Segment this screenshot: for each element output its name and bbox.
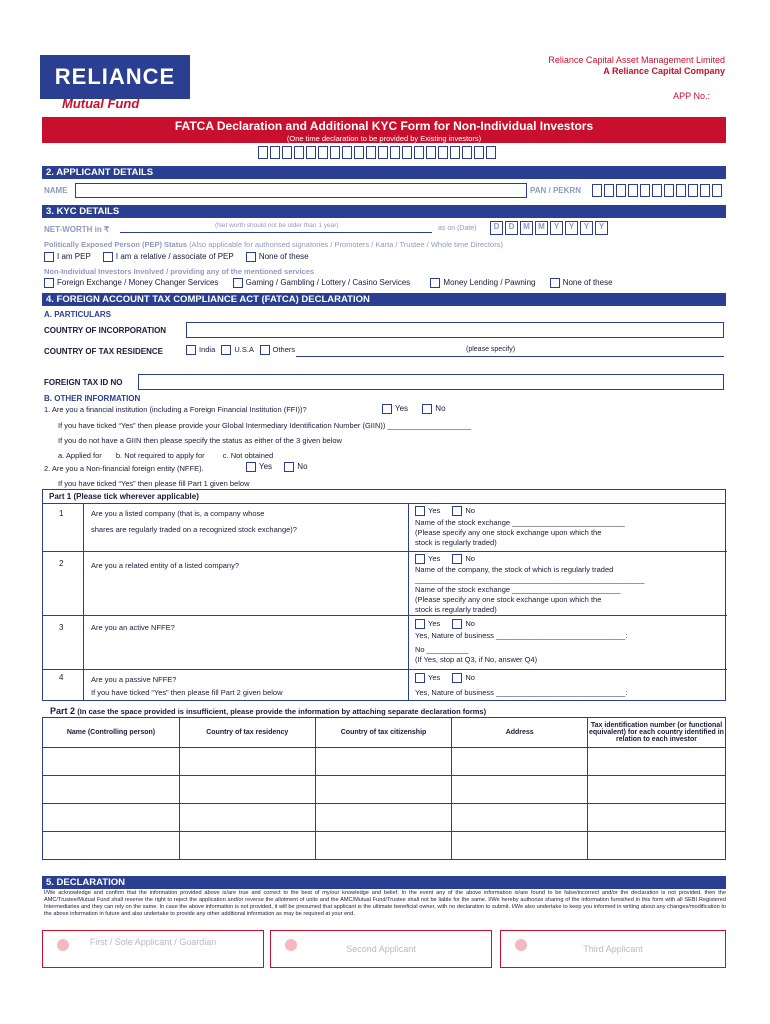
- part1-heading: Part 1 (Please tick wherever applicable): [43, 490, 725, 504]
- row2-yes[interactable]: Yes: [415, 554, 440, 563]
- col-citizenship: Country of tax citizenship: [315, 718, 452, 748]
- part2-heading: Part 2: [50, 706, 76, 716]
- giin-status-options: [58, 451, 273, 460]
- part1-row: 3 Are you an active NFFE? Yes No Yes, Nature of business _______________________________: No __________ (If Yes, stop at Q3, if No, answer Q4): [43, 615, 727, 670]
- q1-yes[interactable]: Yes: [382, 404, 408, 413]
- pan-label: PAN / PEKRN: [530, 186, 581, 195]
- service-options: [44, 278, 613, 288]
- pep-option-none[interactable]: None of these: [246, 252, 309, 261]
- sign-here-icon: [57, 939, 69, 951]
- service-forex[interactable]: Foreign Exchange / Money Changer Services: [44, 278, 218, 287]
- form-subtitle: (One time declaration to be provided by Existing investors): [286, 134, 482, 143]
- q1-options: [382, 404, 446, 414]
- brand-sub: Mutual Fund: [62, 96, 140, 111]
- giin-applied[interactable]: a. Applied for: [58, 451, 102, 460]
- pep-options: [44, 252, 309, 262]
- pep-row: [44, 240, 503, 249]
- pep-hint: (Also applicable for authorised signatories / Promoters / Karta / Trustee / Whole time Directors): [189, 240, 503, 249]
- app-no-label: APP No.:: [673, 91, 710, 101]
- col-residency: Country of tax residency: [179, 718, 315, 748]
- tax-option-india[interactable]: India: [186, 345, 215, 354]
- networth-label: NET-WORTH in ₹: [44, 225, 110, 234]
- declaration-heading: 5. DECLARATION: [42, 876, 726, 889]
- pep-option-relative[interactable]: I am a relative / associate of PEP: [103, 252, 234, 261]
- service-gaming[interactable]: Gaming / Gambling / Lottery / Casino Services: [233, 278, 411, 287]
- q1-text: 1. Are you a financial institution (including a Foreign Financial Institution (FFI))?: [44, 405, 307, 414]
- row3-yes[interactable]: Yes: [415, 619, 440, 628]
- q2-yes[interactable]: Yes: [246, 462, 272, 471]
- part2-heading-row: [50, 706, 486, 716]
- pep-label: Politically Exposed Person (PEP) Status: [44, 240, 187, 249]
- signature-second[interactable]: Second Applicant: [270, 930, 492, 968]
- col-address: Address: [452, 718, 588, 748]
- row2-no[interactable]: No: [452, 554, 475, 563]
- no-giin-text: If you do not have a GIIN then please specify the status as either of the 3 given below: [58, 436, 342, 445]
- others-specify-field[interactable]: [296, 356, 724, 357]
- tax-option-others[interactable]: Others: [260, 345, 296, 354]
- part1-row: 4 Are you a passive NFFE? If you have ticked “Yes” then please fill Part 2 given below Yes No Yes, Nature of business _______________________________:: [59, 673, 628, 697]
- applicant-heading: 2. APPLICANT DETAILS: [42, 166, 726, 179]
- part1-box: [42, 489, 726, 701]
- country-incorp-label: COUNTRY OF INCORPORATION: [44, 326, 167, 335]
- row4-yes[interactable]: Yes: [415, 673, 440, 682]
- signature-first[interactable]: First / Sole Applicant / Guardian: [42, 930, 264, 968]
- non-individual-label: Non-Individual Investors Involved / providing any of the mentioned services: [44, 267, 315, 276]
- title-band: [42, 117, 726, 143]
- company-name: Reliance Capital Asset Management Limited: [548, 55, 725, 65]
- networth-field[interactable]: [120, 232, 432, 233]
- part1-row: 2 Are you a related entity of a listed company? Yes No Name of the company, the stock of which is regularly traded _______________________________________________________ Name of the stock exchange __________________________ (Please specify any one stock exchange upon which the stock is regularly traded): [43, 551, 727, 616]
- reliance-logo: RELIANCE: [40, 55, 190, 99]
- col-tin: Tax identification number (or functional equivalent) for each country identified in relation to each investor: [587, 718, 725, 748]
- country-tax-label: COUNTRY OF TAX RESIDENCE: [44, 347, 163, 356]
- country-incorp-field[interactable]: [186, 322, 724, 338]
- foreign-tax-id-label: FOREIGN TAX ID NO: [44, 378, 123, 387]
- declaration-text: I/We acknowledge and confirm that the information provided above is/are true and correct to the best of my/our knowledge and belief. In the event any of the above information is/are found to be false/incorrect and/or the declaration is not provided, then the AMC/Trustee/Mutual Fund shall reserve the right to reject the application and/or reverse the allotment of units and the AMC/Mutual Fund/Trustee shall not be liable for the same. I/We hereby authorize sharing of the information furnished in this form with all SEBI Registered Intermediaries and they can rely on the same. In case the above information is not provided, it will be presumed that applicant is the ultimate beneficial owner, with no declaration to submit. I/We also undertake to keep you informed in writing about any changes/modification to the above information in future and also undertake to provide any other additional information as may be required at your end.: [44, 890, 726, 917]
- row1-yes[interactable]: Yes: [415, 506, 440, 515]
- part2-note: (In case the space provided is insufficient, please provide the information by attaching separate declaration forms): [77, 707, 487, 716]
- sign-here-icon: [285, 939, 297, 951]
- fill-part1-text: If you have ticked “Yes” then please fill Part 1 given below: [58, 479, 250, 488]
- foreign-tax-id-field[interactable]: [138, 374, 724, 390]
- folio-boxes[interactable]: [258, 146, 498, 159]
- row3-no[interactable]: No: [452, 619, 475, 628]
- row4-no[interactable]: No: [452, 673, 475, 682]
- networth-hint: (Net worth should not be older than 1 year): [215, 222, 339, 229]
- sign-here-icon: [515, 939, 527, 951]
- pan-boxes[interactable]: [592, 184, 724, 197]
- date-boxes[interactable]: D D M M Y Y Y Y: [490, 221, 610, 235]
- service-none[interactable]: None of these: [550, 278, 613, 287]
- form-title: FATCA Declaration and Additional KYC Form for Non-Individual Investors: [174, 119, 594, 133]
- q2-no[interactable]: No: [284, 462, 307, 471]
- pep-option-pep[interactable]: I am PEP: [44, 252, 91, 261]
- giin-text: If you have ticked “Yes” then please provide your Global Intermediary Identification Number (GIIN)) ____________________: [58, 421, 471, 430]
- q2-text: 2. Are you a Non-financial foreign entity (NFFE).: [44, 464, 204, 473]
- tax-option-usa[interactable]: U.S.A: [221, 345, 253, 354]
- table-row[interactable]: [43, 748, 726, 776]
- row1-no[interactable]: No: [452, 506, 475, 515]
- table-row[interactable]: [43, 776, 726, 804]
- fatca-heading: 4. FOREIGN ACCOUNT TAX COMPLIANCE ACT (FATCA) DECLARATION: [42, 293, 726, 306]
- giin-not-required[interactable]: b. Not required to apply for: [115, 451, 205, 460]
- kyc-heading: 3. KYC DETAILS: [42, 205, 726, 218]
- signature-third[interactable]: Third Applicant: [500, 930, 726, 968]
- please-specify: (please specify): [466, 346, 516, 353]
- part1-row: 1 Are you a listed company (that is, a company whose shares are regularly traded on a recognized stock exchange)? Yes No Name of the stock exchange ___________________________ (Please specify any one stock exchange upon which the stock is regularly traded): [43, 503, 727, 552]
- table-row[interactable]: [43, 832, 726, 860]
- part2-table: [42, 717, 726, 860]
- giin-not-obtained[interactable]: c. Not obtained: [222, 451, 274, 460]
- parent-company: A Reliance Capital Company: [603, 66, 725, 76]
- name-label: NAME: [44, 186, 68, 195]
- name-field[interactable]: [75, 183, 527, 198]
- as-on-label: as on (Date): [438, 225, 477, 232]
- other-info-label: B. OTHER INFORMATION: [44, 394, 141, 403]
- q2-options: [246, 462, 308, 472]
- q1-no[interactable]: No: [422, 404, 445, 413]
- table-row[interactable]: [43, 804, 726, 832]
- col-name: Name (Controlling person): [43, 718, 180, 748]
- service-lending[interactable]: Money Lending / Pawning: [430, 278, 535, 287]
- particulars-label: A. PARTICULARS: [44, 310, 111, 319]
- tax-options: [186, 345, 295, 355]
